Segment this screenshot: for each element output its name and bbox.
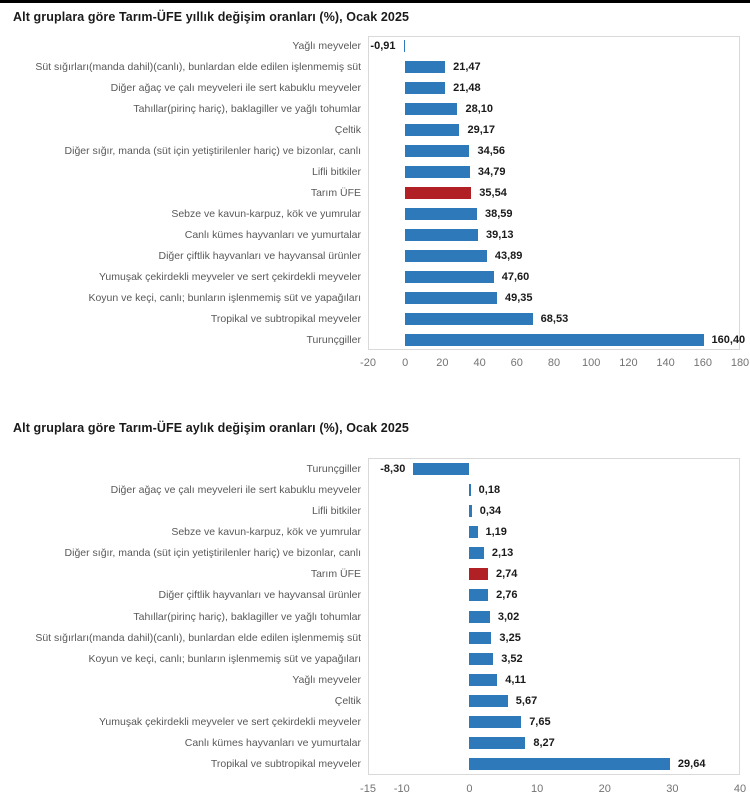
- bar: [405, 292, 497, 304]
- bar: [405, 271, 494, 283]
- category-label: Yumuşak çekirdekli meyveler ve sert çekirdekli meyveler: [98, 716, 361, 729]
- category-label: Tarım ÜFE: [310, 187, 361, 199]
- bar: [469, 484, 471, 496]
- category-label: Diğer sığır, manda (süt için yetiştirilenler hariç) ve bizonlar, canlı: [64, 547, 361, 560]
- bar: [405, 103, 457, 115]
- value-label: 3,25: [499, 631, 521, 644]
- category-label: Diğer sığır, manda (süt için yetiştirilenler hariç) ve bizonlar, canlı: [64, 145, 361, 158]
- x-tick-label: 100: [582, 357, 601, 369]
- bar: [469, 737, 525, 749]
- bar: [469, 695, 507, 707]
- value-label: 35,54: [479, 187, 507, 199]
- value-label: 34,56: [477, 145, 505, 158]
- x-tick-label: 40: [473, 357, 486, 369]
- category-label: Süt sığırları(manda dahil)(canlı), bunlardan elde edilen işlenmemiş süt: [35, 631, 361, 644]
- bar: [413, 463, 469, 475]
- value-label: 47,60: [501, 270, 530, 283]
- bar: [405, 208, 477, 220]
- category-label: Yağlı meyveler: [292, 40, 361, 53]
- value-label: 0,18: [478, 483, 501, 496]
- x-tick-label: 20: [598, 783, 611, 795]
- category-label: Diğer çiftlik hayvanları ve hayvansal ürünler: [158, 589, 361, 602]
- x-tick-label: 30: [666, 783, 679, 795]
- category-label: Koyun ve keçi, canlı; bunların işlenmemiş süt ve yapağıları: [88, 291, 361, 304]
- category-label: Canlı kümes hayvanları ve yumurtalar: [184, 228, 361, 241]
- value-label: 38,59: [484, 207, 513, 220]
- highlight-bar: [405, 187, 471, 199]
- bar: [469, 505, 471, 517]
- value-label: 4,11: [505, 673, 527, 686]
- value-label: 3,52: [501, 652, 523, 665]
- bar: [469, 674, 497, 686]
- value-label: 7,65: [529, 716, 551, 729]
- category-label: Canlı kümes hayvanları ve yumurtalar: [184, 737, 361, 750]
- highlight-bar: [469, 568, 488, 580]
- bar: [405, 250, 487, 262]
- value-label: 2,13: [491, 547, 514, 560]
- chart-title: Alt gruplara göre Tarım-ÜFE aylık değişim oranları (%), Ocak 2025: [13, 421, 409, 435]
- category-label: Yağlı meyveler: [292, 673, 361, 686]
- bar: [405, 334, 703, 346]
- bar: [405, 229, 478, 241]
- bar: [469, 632, 491, 644]
- value-label: 0,34: [479, 504, 502, 517]
- value-label: 29,17: [467, 124, 495, 137]
- category-label: Çeltik: [334, 695, 361, 708]
- x-tick-label: 0: [402, 357, 409, 369]
- value-label: 43,89: [494, 249, 523, 262]
- bar: [404, 40, 406, 52]
- value-label: 2,76: [496, 589, 518, 602]
- value-label: 8,27: [533, 737, 555, 750]
- x-tick-label: -20: [360, 357, 376, 369]
- value-label: -0,91: [370, 40, 396, 53]
- value-label: 49,35: [504, 291, 533, 304]
- plot-area: [368, 458, 740, 775]
- chart-title: Alt gruplara göre Tarım-ÜFE yıllık değişim oranları (%), Ocak 2025: [13, 10, 410, 24]
- bar: [469, 758, 669, 770]
- x-tick-label: 120: [619, 357, 638, 369]
- bar: [469, 611, 489, 623]
- bar: [405, 145, 469, 157]
- value-label: 68,53: [540, 312, 569, 325]
- x-tick-label: 0: [466, 783, 473, 795]
- x-tick-label: 10: [530, 783, 544, 795]
- value-label: -8,30: [380, 462, 406, 475]
- bar: [469, 716, 521, 728]
- bar: [469, 526, 477, 538]
- x-tick-label: -10: [393, 783, 410, 795]
- value-label: 5,67: [515, 695, 538, 708]
- bar: [405, 166, 470, 178]
- category-label: Turunçgiller: [306, 462, 361, 475]
- value-label: 1,19: [485, 525, 507, 538]
- category-label: Sebze ve kavun-karpuz, kök ve yumrular: [171, 525, 361, 538]
- category-label: Turunçgiller: [306, 333, 361, 346]
- category-label: Diğer ağaç ve çalı meyveleri ile sert kabuklu meyveler: [110, 483, 361, 496]
- category-label: Lifli bitkiler: [311, 166, 361, 179]
- x-tick-label: -15: [360, 783, 376, 795]
- category-label: Tropikal ve subtropikal meyveler: [210, 312, 361, 325]
- value-label: 39,13: [485, 228, 514, 241]
- bar: [405, 124, 459, 136]
- category-label: Çeltik: [334, 124, 361, 137]
- value-label: 21,47: [453, 61, 481, 74]
- x-tick-label: 160: [693, 357, 712, 369]
- x-tick-label: 80: [547, 357, 561, 369]
- bar: [405, 61, 445, 73]
- category-label: Süt sığırları(manda dahil)(canlı), bunlardan elde edilen işlenmemiş süt: [35, 61, 361, 74]
- bar: [405, 313, 532, 325]
- x-tick-label: 140: [656, 357, 675, 369]
- value-label: 2,74: [495, 568, 518, 581]
- category-label: Koyun ve keçi, canlı; bunların işlenmemiş süt ve yapağıları: [88, 652, 361, 665]
- category-label: Lifli bitkiler: [311, 504, 361, 517]
- bar: [469, 547, 483, 559]
- category-label: Diğer çiftlik hayvanları ve hayvansal ürünler: [158, 249, 361, 262]
- category-label: Sebze ve kavun-karpuz, kök ve yumrular: [171, 207, 361, 220]
- bar: [469, 589, 488, 601]
- category-label: Tahıllar(pirinç hariç), baklagiller ve yağlı tohumlar: [133, 610, 361, 623]
- category-label: Diğer ağaç ve çalı meyveleri ile sert kabuklu meyveler: [110, 82, 361, 95]
- bar: [405, 82, 445, 94]
- x-tick-label: 60: [510, 357, 523, 369]
- value-label: 21,48: [453, 82, 481, 95]
- category-label: Tarım ÜFE: [310, 568, 361, 581]
- category-label: Tropikal ve subtropikal meyveler: [210, 758, 361, 771]
- bar: [469, 653, 493, 665]
- value-label: 28,10: [465, 103, 493, 116]
- x-tick-label: 20: [436, 357, 449, 369]
- value-label: 34,79: [477, 166, 506, 179]
- value-label: 29,64: [677, 758, 706, 771]
- category-label: Yumuşak çekirdekli meyveler ve sert çekirdekli meyveler: [98, 270, 361, 283]
- x-tick-label: 40: [733, 783, 747, 795]
- monthly-change-chart: [0, 414, 750, 795]
- value-label: 160,40: [711, 333, 746, 346]
- x-tick-label: 180: [730, 357, 750, 369]
- value-label: 3,02: [497, 610, 520, 623]
- annual-change-chart: [0, 3, 750, 414]
- category-label: Tahıllar(pirinç hariç), baklagiller ve yağlı tohumlar: [133, 103, 361, 116]
